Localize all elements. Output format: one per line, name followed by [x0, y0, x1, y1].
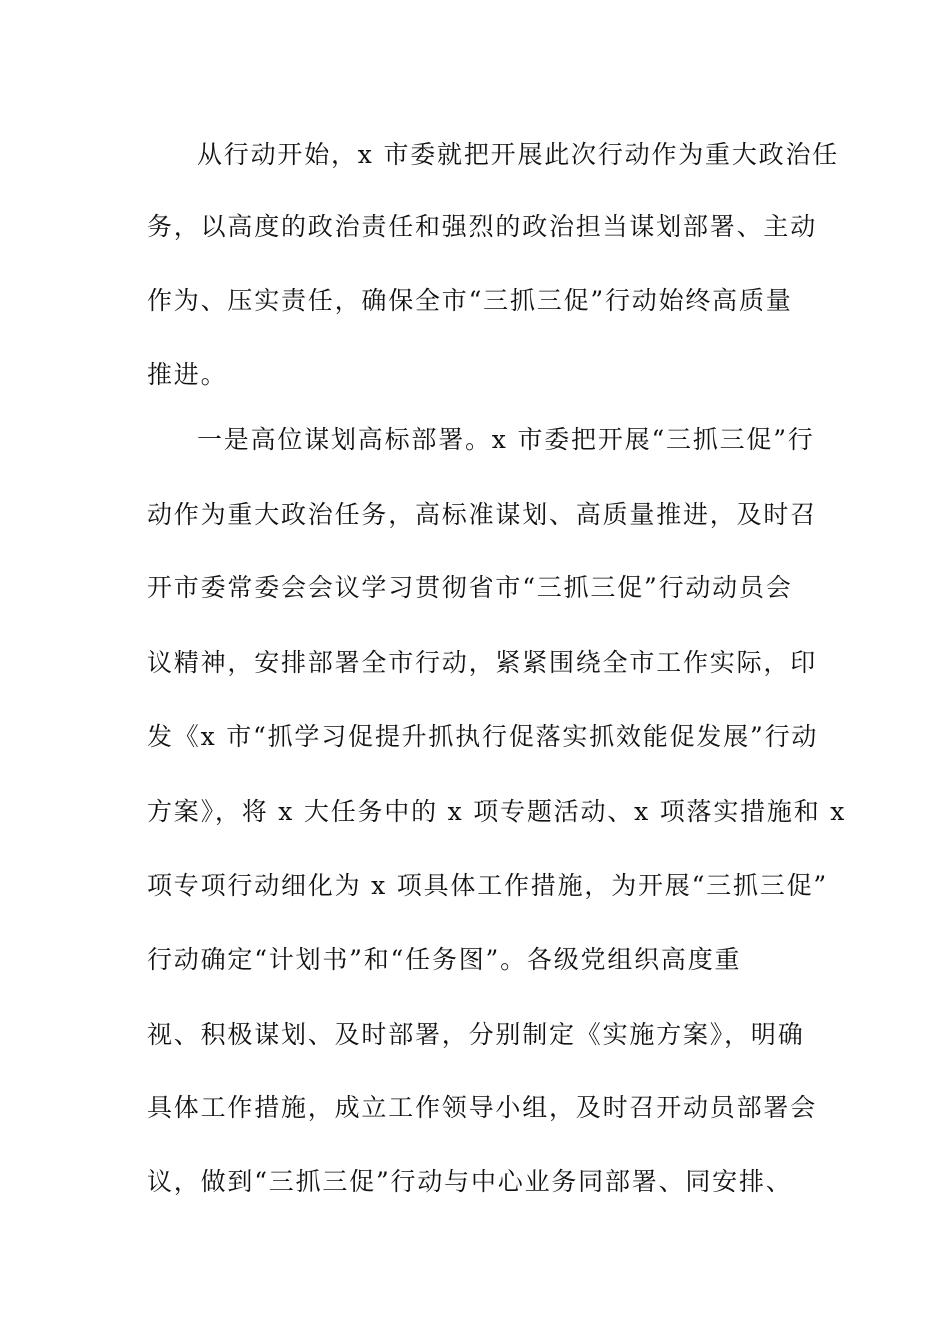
paragraph-2-line-8: 行动确定“计划书”和“任务图”。各级党组织高度重: [147, 945, 742, 974]
paragraph-2-line-2: 动作为重大政治任务，高标准谋划、高质量推进，及时召: [147, 500, 818, 529]
paragraph-1-line-4: 推进。: [147, 360, 228, 389]
paragraph-2-line-9: 视、积极谋划、及时部署，分别制定《实施方案》，明确: [147, 1020, 805, 1049]
paragraph-1-line-3: 作为、压实责任，确保全市“三抓三促”行动始终高质量: [147, 286, 793, 315]
paragraph-1-line-2: 务，以高度的政治责任和强烈的政治担当谋划部署、主动: [147, 212, 818, 241]
paragraph-2-line-11: 议，做到“三抓三促”行动与中心业务同部署、同安排、: [147, 1167, 793, 1196]
paragraph-1-line-1: 从行动开始，x 市委就把开展此次行动作为重大政治任: [197, 140, 840, 169]
paragraph-2-line-7: 项专项行动细化为 x 项具体工作措施，为开展“三抓三促”: [147, 871, 828, 900]
paragraph-2-line-3: 开市委常委会会议学习贯彻省市“三抓三促”行动动员会: [147, 573, 793, 602]
paragraph-2-line-1: 一是高位谋划高标部署。x 市委把开展“三抓三促”行: [197, 425, 815, 454]
paragraph-2-line-5: 发《x 市“抓学习促提升抓执行促落实抓效能促发展”行动: [147, 722, 819, 751]
paragraph-2-line-10: 具体工作措施，成立工作领导小组，及时召开动员部署会: [147, 1093, 818, 1122]
paragraph-2-line-6: 方案》，将 x 大任务中的 x 项专题活动、x 项落实措施和 x: [147, 797, 847, 826]
paragraph-2-line-4: 议精神，安排部署全市行动，紧紧围绕全市工作实际，印: [147, 648, 818, 677]
